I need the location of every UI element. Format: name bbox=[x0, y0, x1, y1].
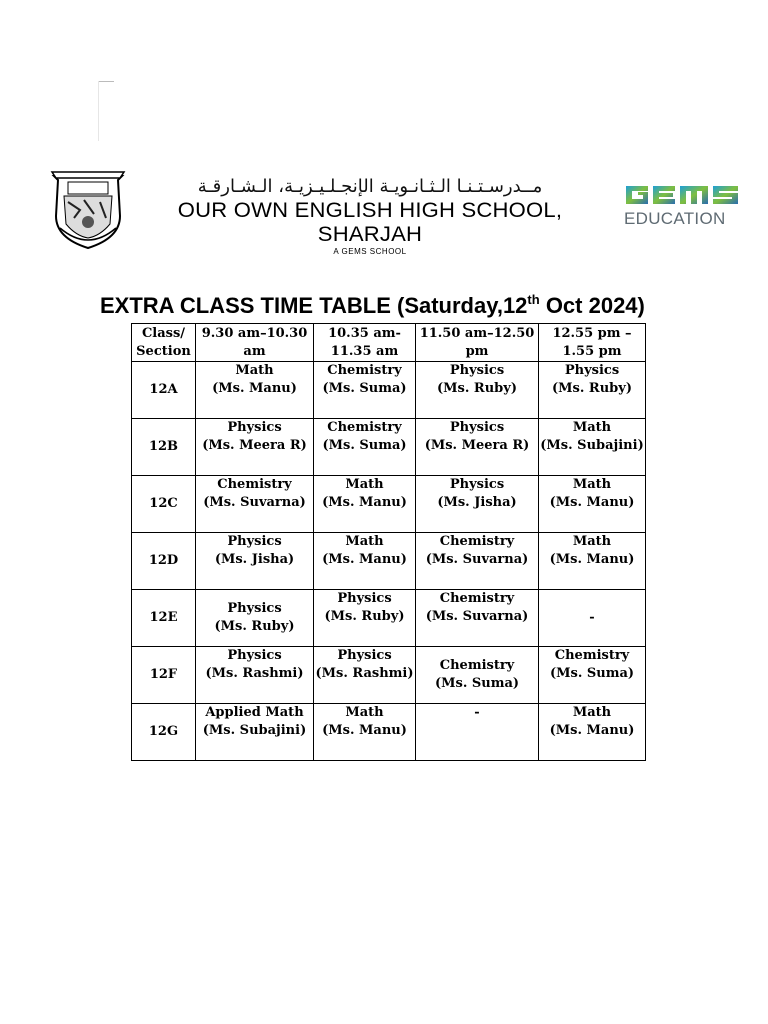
schedule-cell: Physics (Ms. Rashmi) bbox=[314, 647, 416, 704]
gems-education-logo bbox=[624, 182, 740, 229]
school-name-english: OUR OWN ENGLISH HIGH SCHOOL, SHARJAH bbox=[177, 199, 563, 246]
section-cell: 12B bbox=[132, 419, 196, 476]
school-name-arabic: مــدرسـتـنـا الـثـانـويـة الإنجـلـيـزيـة، الـشـارقـة bbox=[197, 176, 543, 197]
title-prefix: EXTRA CLASS TIME TABLE (Saturday,12 bbox=[100, 293, 528, 318]
section-cell: 12F bbox=[132, 647, 196, 704]
section-cell: 12C bbox=[132, 476, 196, 533]
header-row bbox=[132, 324, 646, 362]
schedule-cell: Physics (Ms. Ruby) bbox=[196, 590, 314, 647]
schedule-cell: - bbox=[539, 590, 646, 647]
schedule-cell: Physics (Ms. Rashmi) bbox=[196, 647, 314, 704]
school-crest-icon bbox=[50, 166, 126, 250]
schedule-cell: Physics (Ms. Meera R) bbox=[416, 419, 539, 476]
title-suffix: Oct 2024) bbox=[539, 293, 645, 318]
corner-crop-mark-vertical bbox=[98, 81, 99, 141]
schedule-cell: Chemistry (Ms. Suma) bbox=[539, 647, 646, 704]
section-cell: 12G bbox=[132, 704, 196, 761]
schedule-cell: Math (Ms. Manu) bbox=[539, 476, 646, 533]
header-period-3: 11.50 am–12.50 pm bbox=[416, 324, 539, 362]
table-row bbox=[132, 647, 646, 704]
table-row bbox=[132, 704, 646, 761]
schedule-cell: Math (Ms. Subajini) bbox=[539, 419, 646, 476]
letterhead bbox=[0, 160, 768, 256]
table-row bbox=[132, 476, 646, 533]
schedule-cell: Chemistry (Ms. Suvarna) bbox=[416, 533, 539, 590]
schedule-cell: Physics (Ms. Meera R) bbox=[196, 419, 314, 476]
header-class-section: Class/ Section bbox=[132, 324, 196, 362]
schedule-cell: Math (Ms. Manu) bbox=[539, 533, 646, 590]
page-title bbox=[100, 291, 700, 321]
schedule-cell: Physics (Ms. Ruby) bbox=[539, 362, 646, 419]
schedule-cell: Physics (Ms. Jisha) bbox=[196, 533, 314, 590]
section-cell: 12A bbox=[132, 362, 196, 419]
section-cell: 12D bbox=[132, 533, 196, 590]
gems-subtitle: EDUCATION bbox=[624, 209, 726, 228]
schedule-cell: Physics (Ms. Jisha) bbox=[416, 476, 539, 533]
schedule-cell: Math (Ms. Manu) bbox=[314, 476, 416, 533]
table-row bbox=[132, 590, 646, 647]
school-name-block bbox=[150, 176, 590, 257]
schedule-cell: Physics (Ms. Ruby) bbox=[416, 362, 539, 419]
schedule-cell: Chemistry (Ms. Suma) bbox=[314, 419, 416, 476]
schedule-cell: Chemistry (Ms. Suvarna) bbox=[196, 476, 314, 533]
schedule-cell: Chemistry (Ms. Suma) bbox=[314, 362, 416, 419]
schedule-cell: - bbox=[416, 704, 539, 761]
timetable bbox=[131, 323, 646, 761]
schedule-cell: Chemistry (Ms. Suvarna) bbox=[416, 590, 539, 647]
schedule-cell: Physics (Ms. Ruby) bbox=[314, 590, 416, 647]
schedule-cell: Chemistry (Ms. Suma) bbox=[416, 647, 539, 704]
gems-logo-icon bbox=[624, 182, 740, 208]
header-period-2: 10.35 am- 11.35 am bbox=[314, 324, 416, 362]
header-period-1: 9.30 am–10.30 am bbox=[196, 324, 314, 362]
schedule-cell: Math (Ms. Manu) bbox=[196, 362, 314, 419]
table-row bbox=[132, 419, 646, 476]
school-tagline: A GEMS SCHOOL bbox=[333, 247, 407, 256]
title-superscript: th bbox=[527, 291, 540, 307]
corner-crop-mark bbox=[98, 81, 114, 82]
header-period-4: 12.55 pm – 1.55 pm bbox=[539, 324, 646, 362]
schedule-cell: Math (Ms. Manu) bbox=[539, 704, 646, 761]
table-row bbox=[132, 362, 646, 419]
schedule-cell: Math (Ms. Manu) bbox=[314, 533, 416, 590]
section-cell: 12E bbox=[132, 590, 196, 647]
schedule-cell: Math (Ms. Manu) bbox=[314, 704, 416, 761]
table-row bbox=[132, 533, 646, 590]
schedule-cell: Applied Math (Ms. Subajini) bbox=[196, 704, 314, 761]
